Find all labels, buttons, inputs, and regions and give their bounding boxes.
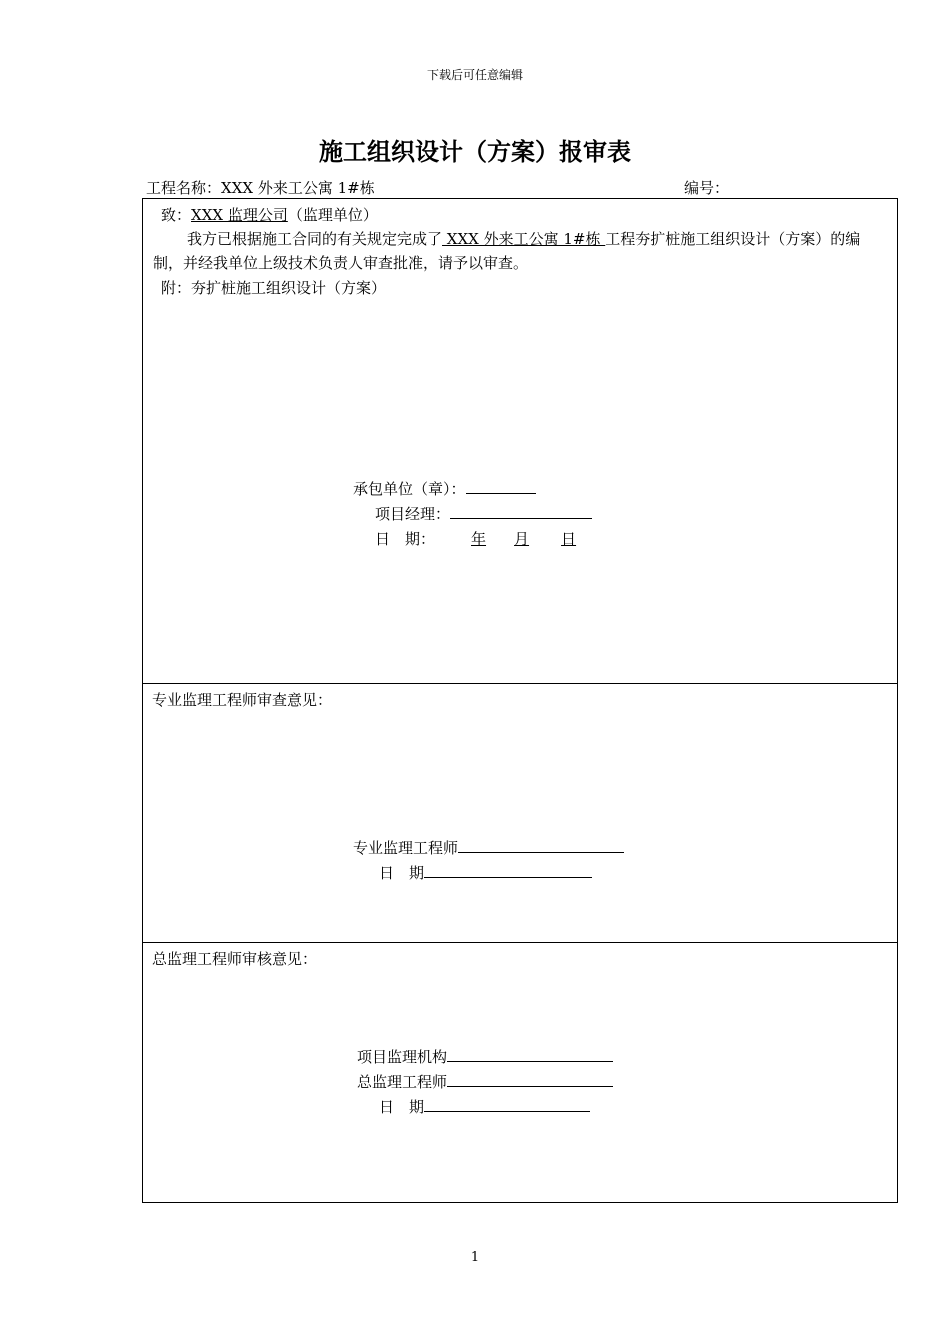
review-form-table: [142, 198, 898, 1203]
chief-date-blank: [424, 1097, 590, 1112]
supervision-org-signature: [357, 1046, 613, 1067]
chief-engineer-signature: [357, 1071, 613, 1092]
manager-blank: [450, 504, 592, 519]
body-part2: 工程夯扩桩施工组织设计（方案）的编制，并经我单位上级技术负责人审查批准，请予以审查。: [153, 230, 861, 272]
body-project: XXX 外来工公寓 1#栋: [442, 230, 606, 248]
supervisor-date-blank: [424, 863, 592, 878]
document-title: 施工组织设计（方案）报审表: [319, 138, 631, 166]
supervision-org-label: 项目监理机构: [357, 1048, 448, 1066]
submission-section: [143, 199, 897, 684]
manager-signature: [375, 503, 592, 524]
supervisor-engineer-label: 专业监理工程师: [353, 839, 459, 857]
document-number: [684, 177, 729, 198]
chief-engineer-blank: [447, 1072, 613, 1087]
date-fields: [435, 528, 577, 549]
supervisor-engineer-signature: [353, 837, 624, 858]
submission-body: [153, 227, 889, 275]
number-label: 编号：: [684, 179, 730, 197]
project-name: [146, 177, 375, 198]
supervisor-engineer-blank: [458, 838, 624, 853]
page-number: 1: [470, 1250, 480, 1265]
supervisor-review-section: [143, 684, 897, 943]
chief-review-section: [143, 943, 897, 1202]
date-day: 日: [561, 530, 577, 548]
date-month: 月: [514, 530, 530, 548]
recipient-suffix: （监理单位）: [287, 206, 378, 224]
recipient-prefix: 致：: [161, 206, 192, 224]
attachment-line: 附：夯扩桩施工组织设计（方案）: [161, 279, 387, 297]
manager-label: 项目经理：: [375, 505, 451, 523]
project-name-value: XXX 外来工公寓 1#栋: [221, 179, 375, 197]
supervisor-date-label: 日 期: [379, 864, 425, 882]
chief-engineer-label: 总监理工程师: [357, 1073, 448, 1091]
body-part1: 我方已根据施工合同的有关规定完成了: [187, 230, 443, 248]
project-name-label: 工程名称：: [146, 179, 222, 197]
recipient-company: XXX 监理公司: [191, 206, 288, 224]
chief-review-heading: 总监理工程师审核意见：: [152, 950, 318, 968]
date-label: 日 期：: [375, 530, 436, 548]
supervisor-date: [379, 862, 592, 883]
chief-date-label: 日 期: [379, 1098, 425, 1116]
chief-date: [379, 1096, 590, 1117]
contractor-signature: [353, 478, 536, 499]
contractor-label: 承包单位（章）：: [353, 480, 466, 498]
recipient-line: [161, 204, 378, 225]
header-note: 下载后可任意编辑: [426, 68, 523, 82]
contractor-blank: [466, 479, 536, 494]
supervisor-review-heading: 专业监理工程师审查意见：: [152, 691, 333, 709]
supervision-org-blank: [447, 1047, 613, 1062]
date-year: 年: [471, 530, 487, 548]
submission-date: [375, 528, 577, 549]
